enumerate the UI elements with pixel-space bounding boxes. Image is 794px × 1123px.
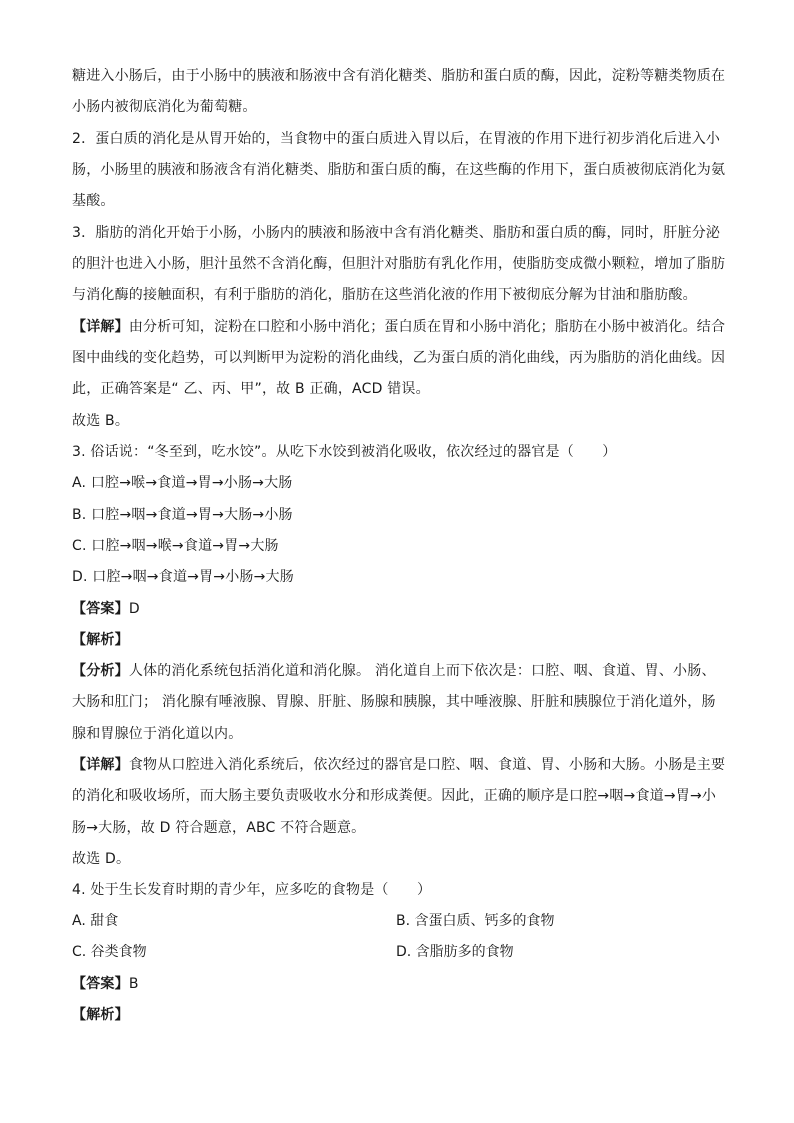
question-3-option-b: B. 口腔→咽→食道→胃→大肠→小肠	[72, 507, 293, 523]
answer-tag: 【答案】	[72, 976, 129, 992]
analysis-line: 基酸。	[72, 193, 115, 209]
question-4-option-c: C. 谷类食物	[72, 944, 147, 960]
conclusion: 故选 D。	[72, 851, 131, 867]
analysis-point-2: 2．蛋白质的消化是从胃开始的，当食物中的蛋白质进入胃以后，在胃液的作用下进行初步消化后进入小	[72, 131, 721, 147]
analysis-line: 的胆汁也进入小肠，胆汁虽然不含消化酶，但胆汁对脂肪有乳化作用，使脂肪变成微小颗粒，增加了脂肪	[72, 256, 726, 272]
question-3-answer	[72, 599, 140, 619]
fenxi-line: 腺和胃腺位于消化道以内。	[72, 726, 243, 742]
analysis-line: 糖进入小肠后，由于小肠中的胰液和肠液中含有消化糖类、脂肪和蛋白质的酶，因此，淀粉等糖类物质在	[72, 68, 726, 84]
fenxi-line: 大肠和肛门； 消化腺有唾液腺、胃腺、肝脏、肠腺和胰腺，其中唾液腺、肝脏和胰腺位于消化道外，肠	[72, 694, 716, 710]
detail-tag: 【详解】	[72, 319, 129, 335]
detail-paragraph	[72, 317, 725, 337]
detail-line: 肠→大肠，故 D 符合题意，ABC 不符合题意。	[72, 820, 366, 836]
detail-paragraph	[72, 755, 725, 775]
question-4-stem: 4. 处于生长发育时期的青少年，应多吃的食物是（ ）	[72, 882, 432, 898]
detail-text: 由分析可知，淀粉在口腔和小肠中消化；蛋白质在胃和小肠中消化；脂肪在小肠中被消化。结合	[128, 319, 726, 335]
analysis-line: 肠，小肠里的胰液和肠液含有消化糖类、脂肪和蛋白质的酶，在这些酶的作用下，蛋白质被彻底消化为氨	[72, 162, 726, 178]
question-4-jiexi-tag: 【解析】	[72, 1007, 129, 1023]
question-4-option-a: A. 甜食	[72, 913, 119, 929]
detail-line: 此，正确答案是“ 乙、丙、甲”，故 B 正确，ACD 错误。	[72, 381, 430, 397]
question-4-option-b: B. 含蛋白质、钙多的食物	[396, 913, 555, 929]
detail-line: 的消化和吸收场所，而大肠主要负责吸收水分和形成粪便。因此，正确的顺序是口腔→咽→食道→胃→小	[72, 788, 717, 804]
analysis-point-3: 3．脂肪的消化开始于小肠，小肠内的胰液和肠液中含有消化糖类、脂肪和蛋白质的酶，同时，肝脏分泌	[72, 225, 721, 241]
question-3-option-a: A. 口腔→喉→食道→胃→小肠→大肠	[72, 475, 293, 491]
answer-tag: 【答案】	[72, 601, 129, 617]
fenxi-tag: 【分析】	[72, 663, 129, 679]
conclusion: 故选 B。	[72, 413, 130, 429]
detail-line: 图中曲线的变化趋势，可以判断甲为淀粉的消化曲线，乙为蛋白质的消化曲线，丙为脂肪的消化曲线。因	[72, 350, 726, 366]
fenxi-text: 人体的消化系统包括消化道和消化腺。 消化道自上而下依次是：口腔、咽、食道、胃、小肠、	[128, 663, 716, 679]
question-4-option-d: D. 含脂肪多的食物	[396, 944, 514, 960]
answer-value: D	[128, 601, 140, 617]
analysis-line: 小肠内被彻底消化为葡萄糖。	[72, 99, 257, 115]
question-4-answer	[72, 974, 139, 994]
detail-text: 食物从口腔进入消化系统后，依次经过的器官是口腔、咽、食道、胃、小肠和大肠。小肠是主要	[128, 757, 726, 773]
fenxi-paragraph	[72, 661, 716, 681]
detail-tag: 【详解】	[72, 757, 129, 773]
question-3-option-d: D. 口腔→咽→食道→胃→小肠→大肠	[72, 569, 294, 585]
question-3-option-c: C. 口腔→咽→喉→食道→胃→大肠	[72, 538, 279, 554]
question-3-jiexi-tag: 【解析】	[72, 632, 129, 648]
analysis-line: 与消化酶的接触面积，有利于脂肪的消化，脂肪在这些消化液的作用下被彻底分解为甘油和脂肪酸。	[72, 287, 697, 303]
answer-value: B	[128, 976, 139, 992]
question-3-stem: 3. 俗话说：“冬至到，吃水饺”。从吃下水饺到被消化吸收，依次经过的器官是（ ）	[72, 444, 617, 460]
